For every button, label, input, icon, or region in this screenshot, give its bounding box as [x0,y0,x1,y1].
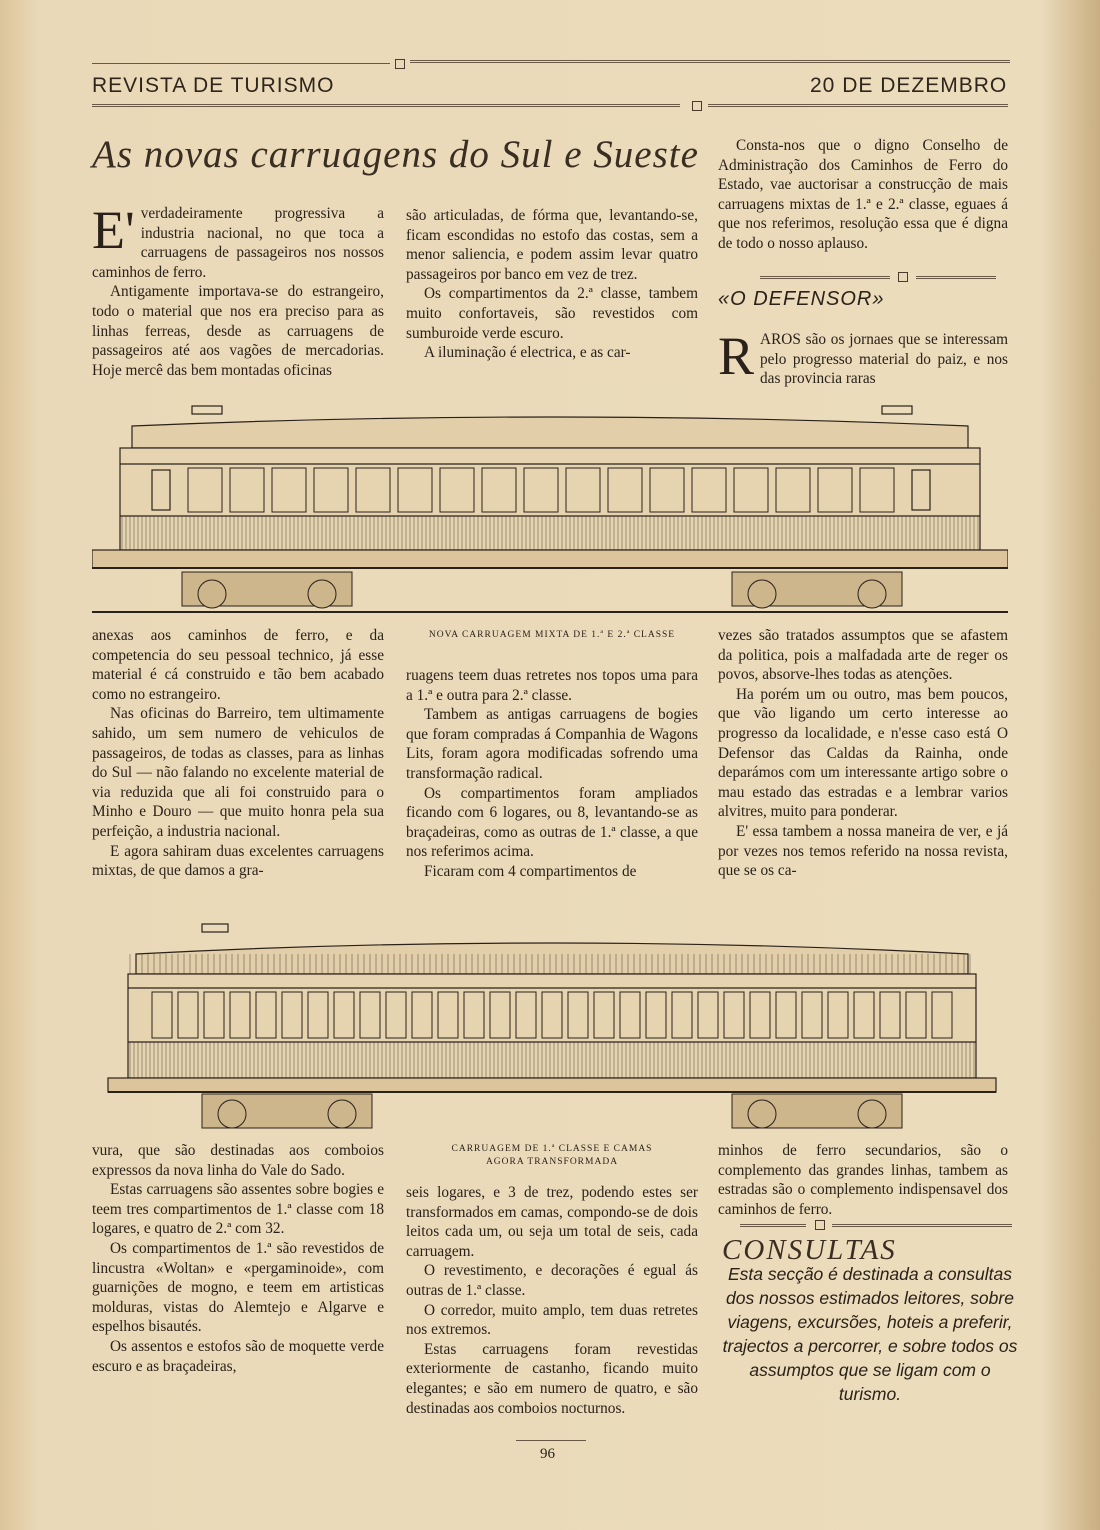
section-title-consultas: CONSULTAS [722,1234,897,1266]
column-3-middle [718,626,1008,881]
paragraph: AROS são os jornaes que se interessam pelo progresso material do paiz, e nos das provincia raras [760,331,1008,388]
paragraph: Nas oficinas do Barreiro, tem ultimamente sahido, um sem numero de vehiculos de passageiros, de todas as classes, para as linhas do Sul — não falando no excelente material de via reduzida que ali foi construido para o Minho e Douro — que muito honra pela sua perfeição, a industria nacional. [92,705,384,840]
column-1-middle [92,626,384,881]
column-3-defensor [718,326,1008,389]
paragraph: O revestimento, e decorações é egual ás outras de 1.ª classe. [406,1262,698,1299]
paragraph: Os compartimentos da 2.ª classe, tambem muito confortaveis, são revestidos com sumburoide verde escuro. [406,285,698,342]
caption-line: AGORA TRANSFORMADA [485,1157,619,1167]
carriage-illustration-1 [92,404,1008,624]
paragraph: são articuladas, de fórma que, levantando-se, ficam escondidas no estofo das costas, sem a menor saliencia, e podem assim levar quatro passageiros por banco em vez de trez. [406,207,698,283]
paragraph: seis logares, e 3 de trez, podendo estes ser transformados em camas, compondo-se de dois leitos cada um, ou seja um total de seis, cada carruagem. [406,1184,698,1260]
paragraph: Consta-nos que o digno Conselho de Administração dos Caminhos de Ferro do Estado, vae auctorisar a construcção de mais carruagens mixtas de 1.ª e 2.ª classe, eguaes á que nos referimos, resolução essa que é digna de todo o nosso aplauso. [718,137,1008,252]
column-3-top [718,136,1008,254]
paragraph: Os assentos e estofos são de moquette verde escuro e as braçadeiras, [92,1337,384,1375]
section-title-defensor: «O DEFENSOR» [718,288,885,310]
paragraph: Os compartimentos foram ampliados ficando com 6 logares, ou 8, levantando-se as braçadeiras, como as outras de 1.ª classe, a que nos referimos acima. [406,784,698,861]
paragraph: Estas carruagens foram revestidas exteriormente de castanho, ficando muito elegantes; e são em numero de quatro, e são destinadas aos comboios nocturnos. [406,1340,698,1417]
page-number: 96 [540,1446,555,1462]
header-rule-bottom-right [708,104,1008,107]
article-title: As novas carruagens do Sul e Sueste [92,133,699,176]
paragraph: anexas aos caminhos de ferro, e da competencia do seu pessoal technico, já esse material é cá construido e tão bem acabado como no estrangeiro. [92,627,384,703]
paragraph: Ha porém um ou outro, mas bem poucos, que vão ligando um certo interesse ao progresso da localidade, e n'esse caso está O Defensor das Caldas da Rainha, onde deparámos com um interessante artigo sobre o mau estado das estradas e a lembrar varios alvitres, muito para ponderar. [718,685,1008,821]
ornament-box [395,59,405,69]
paragraph: Ficaram com 4 compartimentos de [424,862,637,880]
paragraph: verdadeiramente progressiva a industria nacional, no que toca a carruagens de passageiros nos nossos caminhos de ferro. [92,205,384,281]
column-2-top [406,206,698,363]
section-rule [916,276,996,279]
header-rule-top-left [92,63,390,64]
header-date: 20 DE DEZEMBRO [810,74,1008,97]
paragraph: O corredor, muito amplo, tem duas retretes nos extremos. [406,1301,698,1339]
column-2-bottom [406,1183,698,1418]
paragraph: Antigamente importava-se do estrangeiro, todo o material que nos era preciso para as linhas ferreas, desde as carruagens de passageiros até aos vagões de mercadorias. Hoje mercê das bem montadas oficinas [92,283,384,379]
column-1-bottom [92,1141,384,1376]
paragraph: vezes são tratados assumptos que se afastem da politica, pois a malfadada arte de reger os povos, absorve-lhes todas as atenções. [718,627,1008,684]
dropcap: R [718,326,755,386]
paragraph: ruagens teem duas retretes nos topos uma para a 1.ª e outra para 2.ª classe. [406,667,698,704]
header-rule-bottom-left [92,104,680,107]
paragraph: minhos de ferro secundarios, são o complemento das grandes linhas, tambem as estradas são o complemento indispensavel dos caminhos de ferro. [718,1142,1008,1218]
figure-caption-2 [406,1143,698,1169]
footer-rule [516,1440,586,1441]
paragraph: Estas carruagens são assentes sobre bogies e teem tres compartimentos de 1.ª classe com 18 logares, e quatro de 2.ª com 32. [92,1181,384,1238]
ornament-box [815,1220,825,1230]
caption-line: CARRUAGEM DE 1.ª CLASSE E CAMAS [451,1144,653,1154]
dropcap: E' [92,200,135,260]
column-2-middle [406,666,698,882]
paragraph: Tambem as antigas carruagens de bogies que foram compradas á Companhia de Wagons Lits, foram agora modificadas sofrendo uma transformação radical. [406,706,698,782]
paragraph: vura, que são destinadas aos comboios expressos da nova linha do Vale do Sado. [92,1142,384,1179]
header-rule-top-right [410,60,1010,63]
paragraph: A iluminação é electrica, e as car- [424,344,631,362]
carriage-illustration-2 [92,918,1008,1140]
paragraph: E agora sahiram duas excelentes carruagens mixtas, de que damos a gra- [92,842,384,880]
consultas-text: Esta secção é destinada a consultas dos nossos estimados leitores, sobre viagens, excursões, hoteis a preferir, trajectos a percorrer, e sobre todos os assumptos que se ligam com o turismo. [722,1264,1018,1404]
ornament-box [898,272,908,282]
paragraph: Os compartimentos de 1.ª são revestidos de lincustra «Woltan» e «pergaminoide», com guarnições de mogno, e teem em artisticas molduras, vistas do Alemtejo e Algarve e espelhos bisautés. [92,1239,384,1336]
header-magazine-name: REVISTA DE TURISMO [92,74,335,97]
figure-caption-1: NOVA CARRUAGEM MIXTA DE 1.ª E 2.ª CLASSE [428,630,676,640]
ornament-box [692,101,702,111]
section-rule [832,1224,1012,1227]
column-3-bottom [718,1141,1008,1219]
section-rule [740,1224,806,1227]
column-1-top [92,200,384,380]
section-rule [760,276,890,279]
paragraph: E' essa tambem a nossa maneira de ver, e já por vezes nos temos referido na nossa revista, que se os ca- [718,822,1008,880]
